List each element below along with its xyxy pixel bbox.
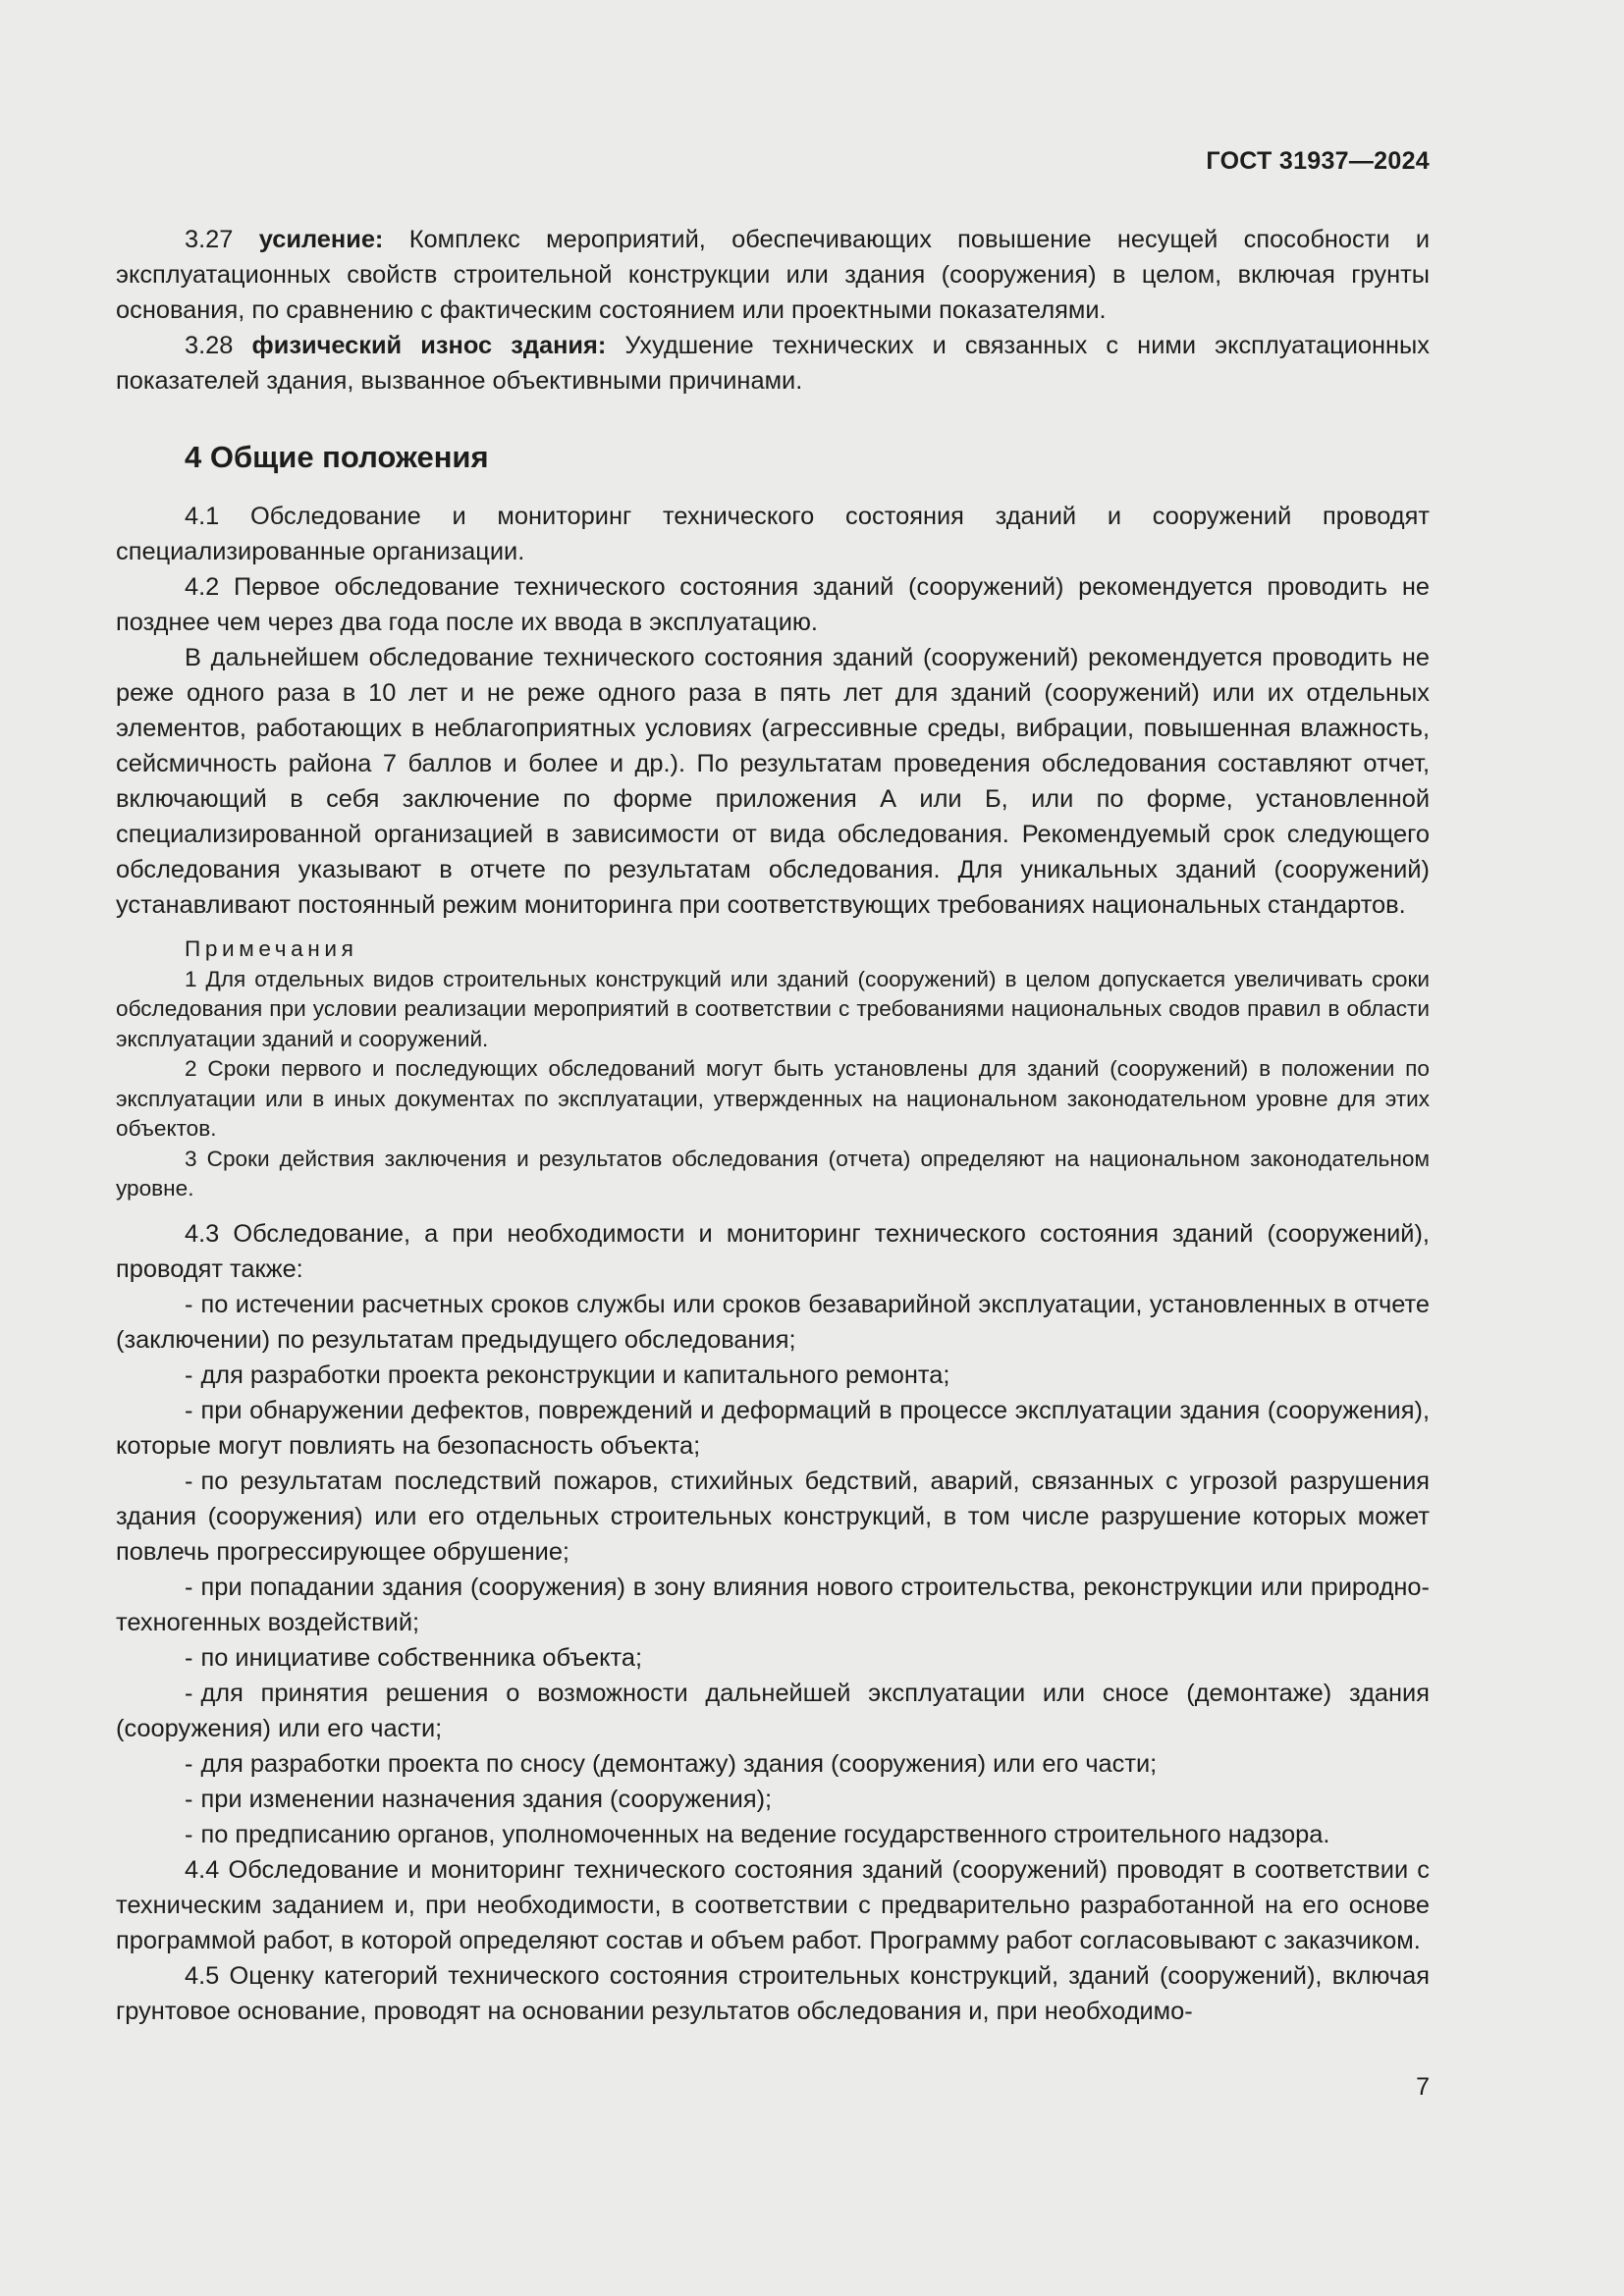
page-content [116, 222, 1430, 2029]
notes-block [116, 934, 1430, 1204]
list-item [116, 1287, 1430, 1358]
list-dash: - [185, 1467, 193, 1495]
notes-title: Примечания [185, 936, 358, 961]
list-item [116, 1817, 1430, 1852]
definition-text: Комплекс мероприятий, обеспечивающих повышение несущей способности и эксплуатационных свойств строительной конструкции или здания (сооружения) в целом, включая грунты основания, по сравнению с фактическим состоянием или проектными показателями. [116, 226, 1430, 324]
definition-3-27 [116, 222, 1430, 328]
list-item-text: для принятия решения о возможности дальнейшей эксплуатации или сносе (демонтаже) здания (сооружения) или его части; [116, 1679, 1430, 1742]
list-item [116, 1393, 1430, 1464]
list-item [116, 1640, 1430, 1676]
list-dash: - [185, 1573, 193, 1601]
list-dash: - [185, 1361, 193, 1389]
paragraph-4-2-continued: В дальнейшем обследование технического состояния зданий (сооружений) рекомендуется проводить не реже одного раза в 10 лет и не реже одного раза в пять лет для зданий (сооружений) или их отдельных элементов, работающих в неблагоприятных условиях (агрессивные среды, вибрации, повышенная влажность, сейсмичность района 7 баллов и более и др.). По результатам проведения обследования составляют отчет, включающий в себя заключение по форме приложения А или Б, или по форме, установленной специализированной организацией в зависимости от вида обследования. Рекомендуемый срок следующего обследования указывают в отчете по результатам обследования. Для уникальных зданий (сооружений) устанавливают постоянный режим мониторинга при соответствующих требованиях национальных стандартов. [116, 644, 1430, 919]
list-item [116, 1464, 1430, 1570]
definition-3-28 [116, 328, 1430, 399]
list-dash: - [185, 1749, 193, 1778]
definition-number: 3.27 [185, 226, 234, 253]
paragraph-4-5: 4.5 Оценку категорий технического состояния строительных конструкций, зданий (сооружений), включая грунтовое основание, проводят на основании результатов обследования и, при необходимо- [116, 1961, 1430, 2025]
list-item-text: при попадании здания (сооружения) в зону влияния нового строительства, реконструкции или природно-техногенных воздействий; [116, 1573, 1430, 1636]
paragraph-4-2: 4.2 Первое обследование технического состояния зданий (сооружений) рекомендуется проводить не позднее чем через два года после их ввода в эксплуатацию. [116, 573, 1430, 636]
list-dash: - [185, 1290, 193, 1318]
list-item [116, 1358, 1430, 1393]
paragraph-4-3: 4.3 Обследование, а при необходимости и мониторинг технического состояния зданий (сооружений), проводят также: [116, 1219, 1430, 1283]
list-item [116, 1782, 1430, 1817]
list-item-text: по предписанию органов, уполномоченных на ведение государственного строительного надзора. [200, 1820, 1330, 1848]
paragraph-4-4: 4.4 Обследование и мониторинг технического состояния зданий (сооружений) проводят в соответствии с техническим заданием и, при необходимости, в соответствии с предварительно разработанной на его основе программой работ, в которой определяют состав и объем работ. Программу работ согласовывают с заказчиком. [116, 1855, 1430, 1954]
list-dash: - [185, 1396, 193, 1424]
list-item [116, 1746, 1430, 1782]
list-item-text: при изменении назначения здания (сооружения); [200, 1785, 773, 1813]
list-item-text: по результатам последствий пожаров, стихийных бедствий, аварий, связанных с угрозой разрушения здания (сооружения) или его отдельных строительных конструкций, в том числе разрушение которых может повлечь прогрессирующее обрушение; [116, 1467, 1430, 1566]
list-item-text: по инициативе собственника объекта; [200, 1643, 643, 1672]
definition-term: усиление: [258, 226, 384, 253]
list-dash: - [185, 1820, 193, 1848]
list-item [116, 1570, 1430, 1640]
definition-text: Ухудшение технических и связанных с ними эксплуатационных показателей здания, вызванное объективными причинами. [116, 332, 1430, 395]
list-dash: - [185, 1643, 193, 1672]
list-dash: - [185, 1679, 193, 1707]
document-code: ГОСТ 31937—2024 [1206, 147, 1430, 175]
list-item-text: для разработки проекта реконструкции и капитального ремонта; [200, 1361, 950, 1389]
list-item-text: по истечении расчетных сроков службы или сроков безаварийной эксплуатации, установленных в отчете (заключении) по результатам предыдущего обследования; [116, 1290, 1430, 1354]
section-heading: 4 Общие положения [185, 440, 489, 474]
list-item-text: при обнаружении дефектов, повреждений и деформаций в процессе эксплуатации здания (сооружения), которые могут повлиять на безопасность объекта; [116, 1396, 1430, 1460]
list-item-text: для разработки проекта по сносу (демонтажу) здания (сооружения) или его части; [200, 1749, 1158, 1778]
note-item: 3 Сроки действия заключения и результатов обследования (отчета) определяют на национальном законодательном уровне. [116, 1146, 1430, 1201]
definition-number: 3.28 [185, 332, 234, 359]
note-item: 1 Для отдельных видов строительных конструкций или зданий (сооружений) в целом допускается увеличивать сроки обследования при условии реализации мероприятий в соответствии с требованиями национальных сводов правил в области эксплуатации зданий и сооружений. [116, 966, 1430, 1051]
list-4-3 [116, 1287, 1430, 1852]
list-item [116, 1676, 1430, 1746]
list-dash: - [185, 1785, 193, 1813]
page-number: 7 [1416, 2073, 1430, 2101]
definition-term: физический износ здания: [251, 332, 607, 359]
note-item: 2 Сроки первого и последующих обследований могут быть установлены для зданий (сооружений) в положении по эксплуатации или в иных документах по эксплуатации, утвержденных на национальном законодательном уровне для этих объектов. [116, 1056, 1430, 1141]
paragraph-4-1: 4.1 Обследование и мониторинг технического состояния зданий и сооружений проводят специализированные организации. [116, 503, 1430, 565]
